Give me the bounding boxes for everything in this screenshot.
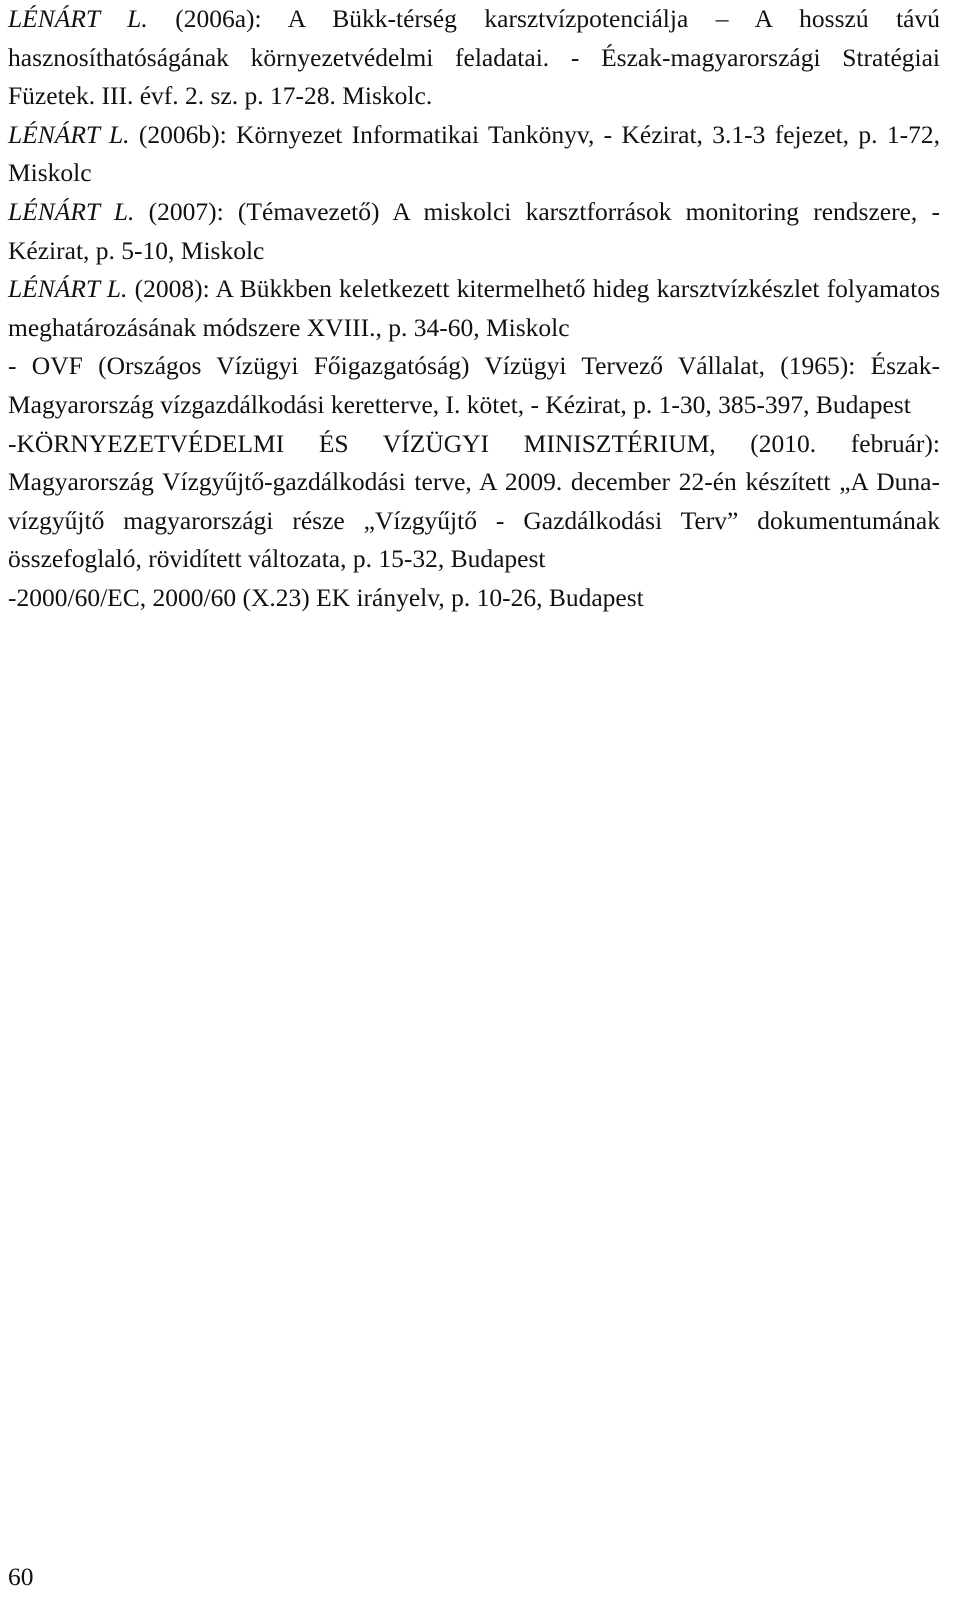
- reference-text: -KÖRNYEZETVÉDELMI ÉS VÍZÜGYI MINISZTÉRIUM, (2010. február): Magyarország Vízgyűjtő-gazdálkodási terve, A 2009. december 22-én készített „A Duna-vízgyűjtő magyarországi része „Vízgyűjtő - Gazdálkodási Terv” dokumentumának összefoglaló, rövidített változata, p. 15-32, Budapest: [8, 428, 940, 574]
- reference-text: - OVF (Országos Vízügyi Főigazgatóság) Vízügyi Tervező Vállalat, (1965): Észak-Magyarország vízgazdálkodási keretterve, I. kötet, - Kézirat, p. 1-30, 385-397, Budapest: [8, 351, 940, 419]
- reference-text: (2008): A Bükkben keletkezett kitermelhető hideg karsztvízkészlet folyamatos meghatározásának módszere XVIII., p. 34-60, Miskolc: [8, 274, 940, 342]
- reference-text: (2007): (Témavezető) A miskolci karsztforrások monitoring rendszere, - Kézirat, p. 5-10, Miskolc: [8, 196, 940, 265]
- reference-entry: [8, 193, 940, 270]
- reference-entry: [8, 579, 940, 618]
- reference-entry: [8, 116, 940, 193]
- reference-list: [8, 0, 940, 618]
- reference-text: (2006b): Környezet Informatikai Tankönyv, - Kézirat, 3.1-3 fejezet, p. 1-72, Miskolc: [8, 119, 941, 188]
- reference-entry: [8, 425, 940, 579]
- reference-text: -2000/60/EC, 2000/60 (X.23) EK irányelv, p. 10-26, Budapest: [8, 582, 644, 612]
- reference-text: (2006a): A Bükk-térség karsztvízpotenciálja – A hosszú távú hasznosíthatóságának környezetvédelmi feladatai. - Észak-magyarországi Stratégiai Füzetek. III. évf. 2. sz. p. 17-28. Miskolc.: [8, 4, 940, 111]
- reference-author: LÉNÁRT L.: [8, 196, 135, 226]
- reference-author: LÉNÁRT L.: [8, 4, 148, 33]
- reference-entry: [8, 270, 940, 347]
- reference-entry: [8, 347, 940, 424]
- reference-author: LÉNÁRT L.: [8, 274, 128, 304]
- reference-entry: [8, 0, 940, 116]
- page-number: 60: [8, 1562, 34, 1591]
- reference-author: LÉNÁRT L.: [8, 119, 130, 149]
